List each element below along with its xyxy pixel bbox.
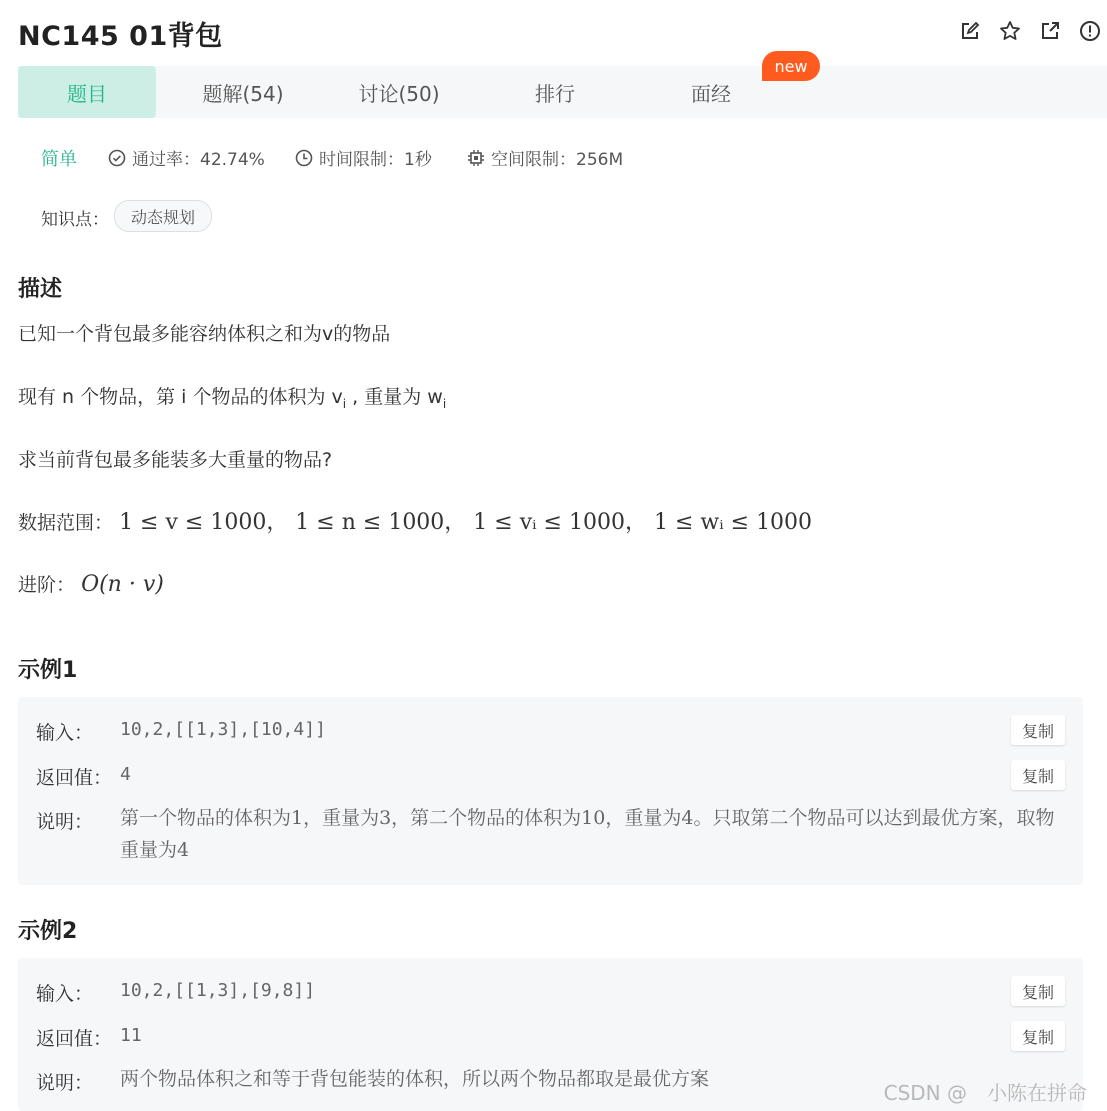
tab-solutions[interactable]: 题解(54)	[202, 81, 284, 106]
check-circle-icon	[108, 149, 126, 167]
watermark: CSDN @ 小陈在拼命	[883, 1081, 1087, 1105]
copy-output-button[interactable]: 复制	[1011, 760, 1065, 790]
header-actions	[959, 20, 1101, 42]
note-text: 第一个物品的体积为1，重量为3，第二个物品的体积为10，重量为4。只取第二个物品可以达到最优方案，取物重量为4	[120, 807, 1055, 861]
note-label: 说明：	[36, 811, 94, 833]
description-line1: 已知一个背包最多能容纳体积之和为v的物品	[18, 323, 391, 345]
input-value: 10,2,[[1,3],[9,8]]	[120, 980, 316, 1001]
copy-input-button[interactable]: 复制	[1011, 715, 1065, 745]
output-value: 4	[120, 764, 131, 785]
knowledge-label: 知识点：	[41, 210, 109, 230]
input-label: 输入：	[36, 722, 94, 744]
difficulty-label: 简单	[41, 149, 77, 170]
note-label: 说明：	[36, 1072, 94, 1094]
edit-icon[interactable]	[959, 20, 981, 42]
time-limit: 时间限制：1秒	[295, 145, 432, 170]
description-heading: 描述	[18, 277, 63, 302]
note-text: 两个物品体积之和等于背包能装的体积，所以两个物品都取是最优方案	[120, 1068, 710, 1090]
advanced-formula: O(n · v)	[81, 572, 164, 597]
external-link-icon[interactable]	[1039, 20, 1061, 42]
report-icon[interactable]	[1079, 20, 1101, 42]
clock-icon	[295, 149, 313, 167]
chip-icon	[467, 149, 485, 167]
tab-bar	[18, 66, 1107, 118]
tab-interview[interactable]: 面经	[691, 81, 731, 106]
copy-output-button[interactable]: 复制	[1011, 1021, 1065, 1051]
input-label: 输入：	[36, 983, 94, 1005]
tab-problem[interactable]: 题目	[18, 66, 156, 118]
input-value: 10,2,[[1,3],[10,4]]	[120, 719, 326, 740]
description-line3: 求当前背包最多能装多大重量的物品?	[18, 449, 333, 471]
output-label: 返回值：	[36, 1028, 113, 1050]
data-range-formula: 1 ≤ v ≤ 1000， 1 ≤ n ≤ 1000， 1 ≤ vᵢ ≤ 1000， 1 ≤ wᵢ ≤ 1000	[119, 510, 813, 535]
example1-heading: 示例1	[18, 658, 78, 683]
pass-rate: 通过率：42.74%	[108, 145, 265, 170]
output-value: 11	[120, 1025, 142, 1046]
description-line2: 现有 n 个物品，第 i 个物品的体积为 $v_i$ , 重量为 $w_i$	[18, 386, 447, 411]
copy-input-button[interactable]: 复制	[1011, 976, 1065, 1006]
data-range: 数据范围： 1 ≤ v ≤ 1000， 1 ≤ n ≤ 1000， 1 ≤ vᵢ ≤ 1000， 1 ≤ wᵢ ≤ 1000	[18, 510, 813, 535]
page-title: NC145 01背包	[18, 21, 223, 52]
example1-box	[18, 697, 1083, 885]
knowledge-tag[interactable]: 动态规划	[114, 200, 212, 232]
tab-discussion[interactable]: 讨论(50)	[358, 81, 440, 106]
tab-ranking[interactable]: 排行	[535, 81, 575, 106]
advanced: 进阶： O(n · v)	[18, 572, 164, 597]
star-icon[interactable]	[999, 20, 1021, 42]
example2-heading: 示例2	[18, 919, 78, 944]
new-badge: new	[762, 51, 820, 81]
output-label: 返回值：	[36, 767, 113, 789]
space-limit: 空间限制：256M	[467, 145, 623, 170]
